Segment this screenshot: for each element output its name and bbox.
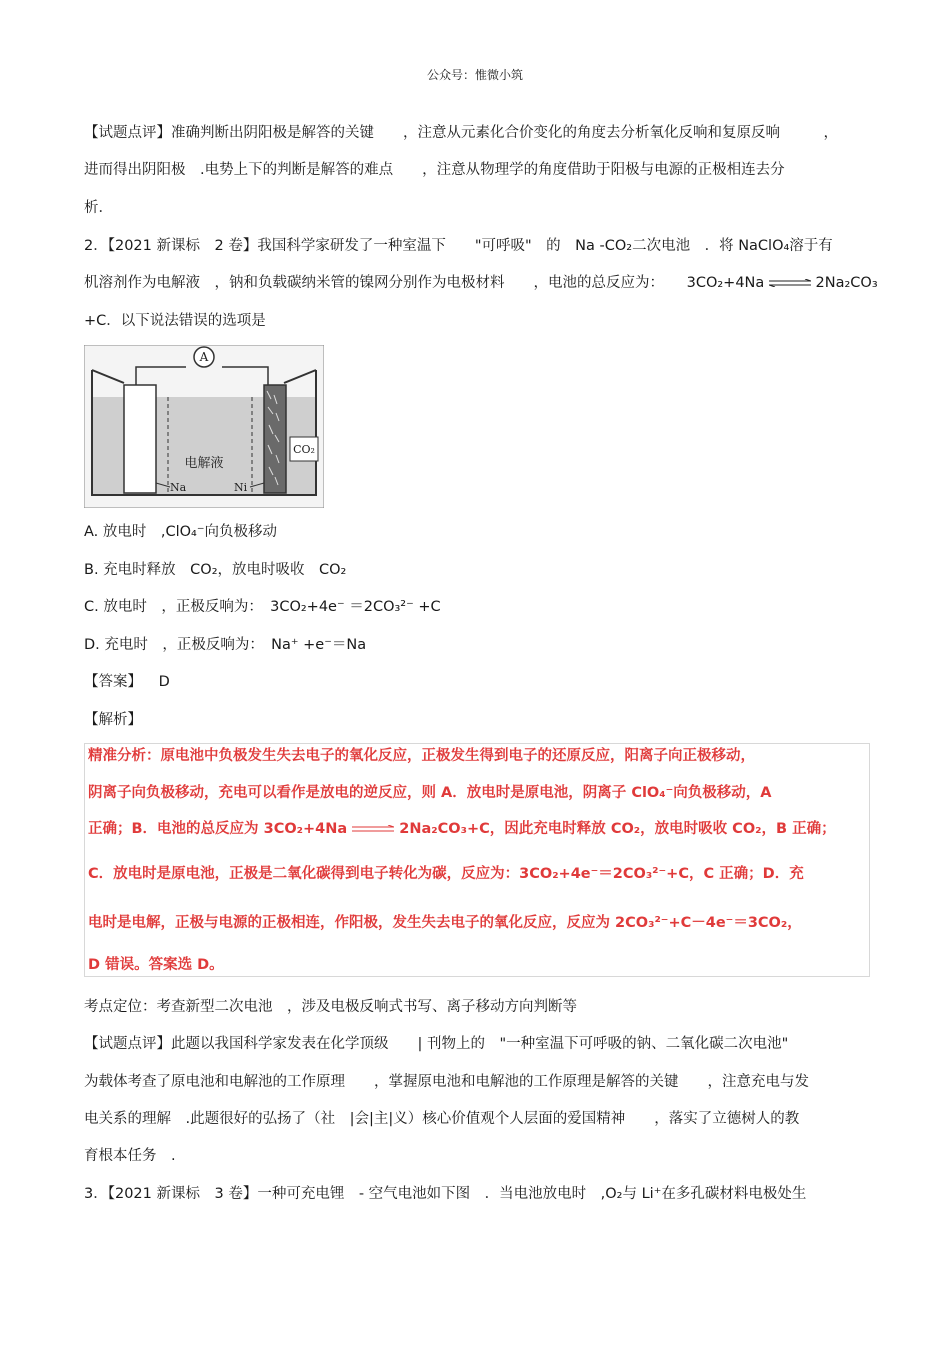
sodium-electrode (124, 385, 156, 493)
analysis-line-3 (88, 819, 836, 839)
analysis-line-5: 电时是电解，正极与电源的正极相连，作阳极，发生失去电子的氧化反应，反应为 2CO₃²⁻+C－4e⁻＝3CO₂， (88, 915, 802, 931)
analysis-line-3-b: 2Na₂CO₃+C，因此充电时释放 CO₂，放电时吸收 CO₂，B 正确； (399, 821, 836, 837)
question2-line-3: +C．以下说法错误的选项是 (84, 313, 266, 329)
analysis-line-2: 阴离子向负极移动，充电可以看作是放电的逆反应，则 A．放电时是原电池，阴离子 ClO₄⁻向负极移动，A (88, 785, 772, 801)
ni-label: Ni (234, 481, 248, 494)
comment2-line-3: 电关系的理解 .此题很好的弘扬了（社 |会|主|义）核心价值观个人层面的爱国精神 ，落实了立德树人的教 (84, 1111, 800, 1127)
page-header: 公众号：惟微小筑 (426, 68, 523, 82)
battery-diagram (84, 345, 324, 508)
analysis-label: 【解析】 (84, 712, 142, 728)
reaction-reactants: 3CO₂+4Na (686, 275, 765, 291)
comment-line-2: 进而得出阴阳极 .电势上下的判断是解答的难点 ，注意从物理学的角度借助于阳极与电源的正极相连去分 (84, 162, 785, 178)
reversible-arrow-icon (769, 279, 811, 287)
answer-value: D (158, 674, 170, 690)
analysis-box (84, 743, 870, 977)
comment2-line-2: 为载体考查了原电池和电解池的工作原理 ，掌握原电池和电解池的工作原理是解答的关键 ，注意充电与发 (84, 1074, 809, 1090)
option-a: A. 放电时 ,ClO₄⁻向负极移动 (84, 524, 278, 540)
ammeter-label: A (199, 350, 209, 364)
reversible-arrow-icon (352, 825, 394, 833)
answer-line (84, 672, 170, 692)
option-c: C. 放电时 ，正极反响为： 3CO₂+4e⁻ ＝2CO₃²⁻ +C (84, 599, 441, 615)
question2-line-2 (84, 273, 878, 293)
comment2-line-1: 【试题点评】此题以我国科学家发表在化学顶级 | 刊物上的 "一种室温下可呼吸的钠、二氧化碳二次电池" (84, 1036, 789, 1052)
question3-line-1: 3．【2021 新课标 3 卷】一种可充电锂 - 空气电池如下图 ．当电池放电时 ,O₂与 Li⁺在多孔碳材料电极处生 (84, 1186, 807, 1202)
comment-line-3: 析． (84, 200, 113, 216)
co2-label: CO₂ (293, 443, 315, 456)
option-b: B. 充电时释放 CO₂，放电时吸收 CO₂ (84, 562, 347, 578)
nickel-electrode (264, 385, 286, 493)
kaodian-line: 考点定位：考查新型二次电池 ，涉及电极反响式书写、离子移动方向判断等 (84, 999, 577, 1015)
question2-line-2-text: 机溶剂作为电解液 ，钠和负载碳纳米管的镍网分别作为电极材料 ，电池的总反应为： (84, 275, 664, 291)
answer-label: 【答案】 (84, 674, 142, 690)
analysis-line-6: D 错误。答案选 D。 (88, 957, 224, 973)
reaction-products: 2Na₂CO₃ (815, 275, 878, 291)
electrolyte-label: 电解液 (184, 456, 224, 471)
question2-line-1: 2．【2021 新课标 2 卷】我国科学家研发了一种室温下 "可呼吸" 的 Na -CO₂二次电池 ．将 NaClO₄溶于有 (84, 238, 833, 254)
analysis-line-1: 精准分析：原电池中负极发生失去电子的氧化反应，正极发生得到电子的还原反应，阳离子向正极移动， (88, 748, 755, 764)
comment2-line-4: 育根本任务 . (84, 1148, 176, 1164)
analysis-line-3-a: 正确；B．电池的总反应为 3CO₂+4Na (88, 821, 348, 837)
na-label: Na (170, 481, 187, 494)
analysis-line-4: C．放电时是原电池，正极是二氧化碳得到电子转化为碳，反应为：3CO₂+4e⁻＝2CO₃²⁻+C，C 正确；D．充 (88, 866, 804, 882)
comment-line-1: 【试题点评】准确判断出阴阳极是解答的关键 ，注意从元素化合价变化的角度去分析氧化反响和复原反响 ， (84, 125, 838, 141)
option-d: D. 充电时 ，正极反响为： Na⁺ +e⁻＝Na (84, 637, 367, 653)
